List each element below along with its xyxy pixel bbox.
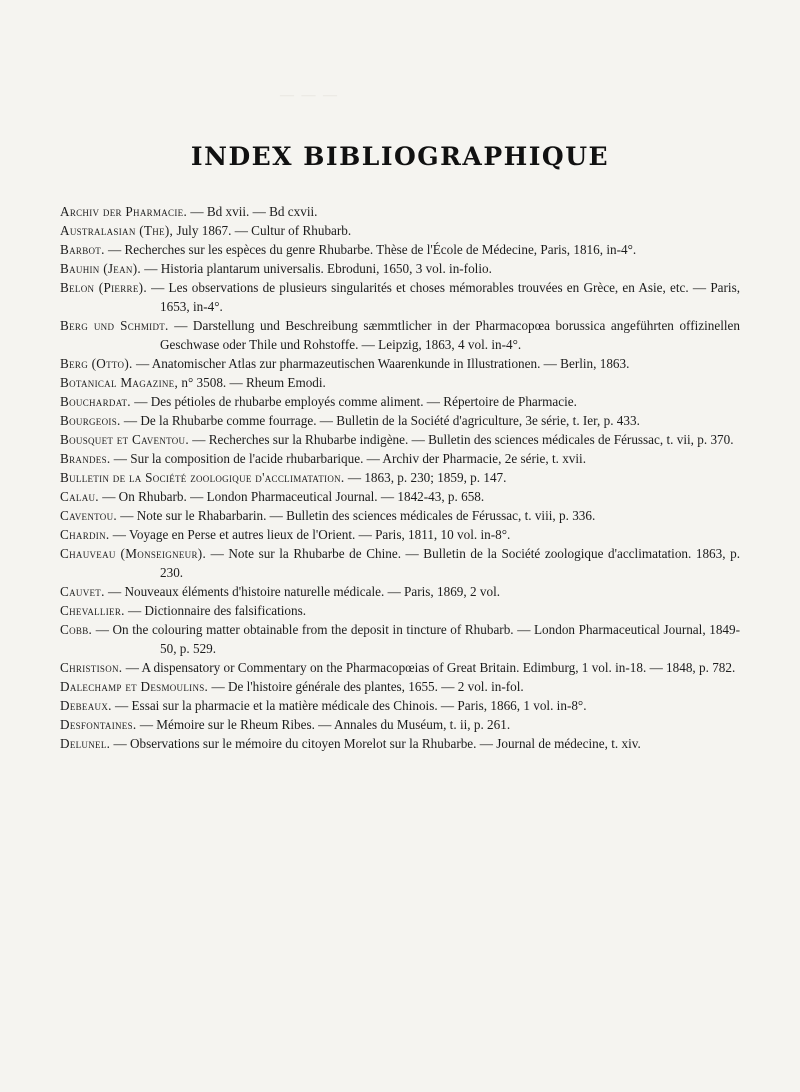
entry-author: Australasian (The), bbox=[60, 223, 174, 238]
bibliography-entry bbox=[60, 354, 740, 373]
entry-author: Archiv der Pharmacie. bbox=[60, 204, 188, 219]
entry-author: Desfontaines. bbox=[60, 717, 137, 732]
bibliography-entry bbox=[60, 715, 740, 734]
entry-text: — Mémoire sur le Rheum Ribes. — Annales du Muséum, t. ii, p. 261. bbox=[136, 717, 511, 732]
bibliography-entry bbox=[60, 506, 740, 525]
entry-author: Chevallier. bbox=[60, 603, 125, 618]
bibliography-list bbox=[60, 202, 740, 753]
bibliography-entry bbox=[60, 202, 740, 221]
entry-author: Bauhin (Jean). bbox=[60, 261, 141, 276]
bibliography-entry bbox=[60, 468, 740, 487]
entry-author: Belon (Pierre). bbox=[60, 280, 147, 295]
entry-author: Chauveau (Monseigneur). bbox=[60, 546, 207, 561]
entry-text: — Historia plantarum universalis. Ebroduni, 1650, 3 vol. in-folio. bbox=[141, 261, 492, 276]
bibliography-entry bbox=[60, 392, 740, 411]
entry-text: — Recherches sur les espèces du genre Rhubarbe. Thèse de l'École de Médecine, Paris, 1816, in-4°. bbox=[104, 242, 637, 257]
entry-text: — Sur la composition de l'acide rhubarbarique. — Archiv der Pharmacie, 2e série, t. xvii. bbox=[110, 451, 587, 466]
bibliography-entry bbox=[60, 221, 740, 240]
entry-text: — A dispensatory or Commentary on the Pharmacopœias of Great Britain. Edimburg, 1 vol. in-18. — 1848, p. 782. bbox=[122, 660, 736, 675]
bibliography-entry bbox=[60, 316, 740, 354]
entry-text: — Darstellung und Beschreibung sæmmtlicher in der Pharmacopœa borussica angeführten offizinellen Geschwase oder Thile und Rohstoffe. — Leipzig, 1863, 4 vol. in-4°. bbox=[160, 318, 740, 352]
entry-text: — On the colouring matter obtainable from the deposit in tincture of Rhubarb. — London Pharmaceutical Journal, 1849-50, p. 529. bbox=[92, 622, 740, 656]
bibliography-entry bbox=[60, 677, 740, 696]
bibliography-entry bbox=[60, 411, 740, 430]
bibliography-entry bbox=[60, 373, 740, 392]
entry-author: Christison. bbox=[60, 660, 123, 675]
bibliography-entry bbox=[60, 696, 740, 715]
entry-text: — Des pétioles de rhubarbe employés comme aliment. — Répertoire de Pharmacie. bbox=[130, 394, 577, 409]
entry-text: July 1867. — Cultur of Rhubarb. bbox=[173, 223, 352, 238]
page-title: INDEX BIBLIOGRAPHIQUE bbox=[190, 142, 610, 171]
entry-author: Botanical Magazine, bbox=[60, 375, 179, 390]
entry-text: — Essai sur la pharmacie et la matière médicale des Chinois. — Paris, 1866, 1 vol. in-8°. bbox=[111, 698, 587, 713]
entry-author: Berg (Otto). bbox=[60, 356, 133, 371]
bibliography-entry bbox=[60, 525, 740, 544]
entry-author: Cobb. bbox=[60, 622, 93, 637]
bibliography-entry bbox=[60, 278, 740, 316]
entry-text: — Anatomischer Atlas zur pharmazeutischen Waarenkunde in Illustrationen. — Berlin, 1863. bbox=[132, 356, 630, 371]
entry-text: — Recherches sur la Rhubarbe indigène. — Bulletin des sciences médicales de Férussac, t. vii, p. 370. bbox=[188, 432, 734, 447]
entry-author: Bousquet et Caventou. bbox=[60, 432, 189, 447]
entry-author: Bouchardat. bbox=[60, 394, 131, 409]
bibliography-entry bbox=[60, 240, 740, 259]
entry-author: Brandes. bbox=[60, 451, 111, 466]
bibliography-entry bbox=[60, 449, 740, 468]
entry-text: — Note sur la Rhubarbe de Chine. — Bulletin de la Société zoologique d'acclimatation. 1863, p. 230. bbox=[160, 546, 740, 580]
entry-text: n° 3508. — Rheum Emodi. bbox=[178, 375, 326, 390]
entry-text: — Bd xvii. — Bd cxvii. bbox=[187, 204, 318, 219]
entry-text: — Note sur le Rhabarbarin. — Bulletin des sciences médicales de Férussac, t. viii, p. 336. bbox=[116, 508, 596, 523]
entry-text: — On Rhubarb. — London Pharmaceutical Journal. — 1842-43, p. 658. bbox=[98, 489, 485, 504]
entry-author: Bourgeois. bbox=[60, 413, 121, 428]
entry-author: Dalechamp et Desmoulins. bbox=[60, 679, 209, 694]
entry-author: Barbot. bbox=[60, 242, 105, 257]
entry-text: — De la Rhubarbe comme fourrage. — Bulletin de la Société d'agriculture, 3e série, t. Ier, p. 433. bbox=[120, 413, 640, 428]
entry-text: — De l'histoire générale des plantes, 1655. — 2 vol. in-fol. bbox=[208, 679, 524, 694]
bibliography-entry bbox=[60, 734, 740, 753]
bleed-through-shadow: — — — bbox=[280, 88, 339, 103]
bibliography-entry bbox=[60, 620, 740, 658]
entry-author: Calau. bbox=[60, 489, 99, 504]
entry-text: — Observations sur le mémoire du citoyen Morelot sur la Rhubarbe. — Journal de médecine, t. xiv. bbox=[110, 736, 641, 751]
entry-author: Berg und Schmidt. bbox=[60, 318, 169, 333]
entry-text: — Voyage en Perse et autres lieux de l'Orient. — Paris, 1811, 10 vol. in-8°. bbox=[109, 527, 511, 542]
bibliography-entry bbox=[60, 601, 740, 620]
entry-author: Chardin. bbox=[60, 527, 110, 542]
bibliography-entry bbox=[60, 259, 740, 278]
bibliography-entry bbox=[60, 430, 740, 449]
entry-author: Debeaux. bbox=[60, 698, 112, 713]
entry-author: Cauvet. bbox=[60, 584, 105, 599]
entry-author: Bulletin de la Société zoologique d'acclimatation. bbox=[60, 470, 345, 485]
entry-author: Delunel. bbox=[60, 736, 111, 751]
bibliography-entry bbox=[60, 487, 740, 506]
entry-text: — Dictionnaire des falsifications. bbox=[124, 603, 307, 618]
bibliography-entry bbox=[60, 544, 740, 582]
entry-author: Caventou. bbox=[60, 508, 117, 523]
entry-text: — Nouveaux éléments d'histoire naturelle médicale. — Paris, 1869, 2 vol. bbox=[104, 584, 501, 599]
entry-text: — 1863, p. 230; 1859, p. 147. bbox=[344, 470, 507, 485]
bibliography-entry bbox=[60, 582, 740, 601]
bibliography-entry bbox=[60, 658, 740, 677]
entry-text: — Les observations de plusieurs singularités et choses mémorables trouvées en Grèce, en Asie, etc. — Paris, 1653, in-4°. bbox=[146, 280, 740, 314]
